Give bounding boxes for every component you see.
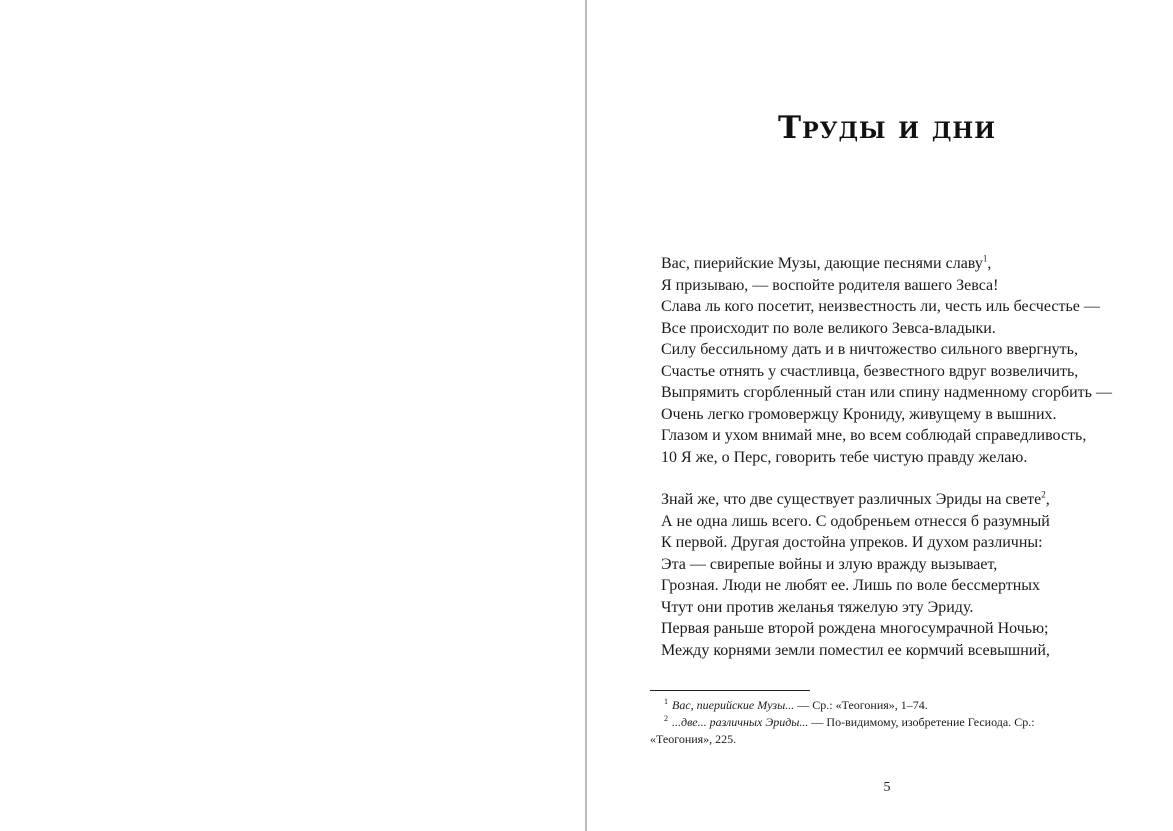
verse-line: Силу бессильному дать и в ничтожество сильного ввергнуть, <box>661 341 1078 358</box>
footnote-marker[interactable]: 1 <box>982 253 988 264</box>
verse-line: 10 Я же, о Перс, говорить тебе чистую правду желаю. <box>661 448 1028 466</box>
line-number: 10 <box>661 448 677 466</box>
verse-line: Вас, пиерийские Музы, дающие песнями славу$^1$, <box>661 253 992 272</box>
chapter-title: Труды и дни <box>778 110 996 146</box>
right-page <box>587 0 1173 831</box>
verse-line: Эта — свирепые войны и злую вражду вызывает, <box>661 555 998 573</box>
left-blank-page <box>0 0 585 831</box>
footnote-reference: Вас, пиерийские Музы... <box>672 698 795 712</box>
verse-line: Глазом и ухом внимай мне, во всем соблюдай справедливость, <box>661 427 1087 444</box>
stanza-2 <box>661 489 1161 661</box>
verse-line: А не одна лишь всего. С одобреньем отнесся б разумный <box>661 512 1050 530</box>
footnote-2 <box>650 714 1090 748</box>
footnotes <box>650 697 1090 748</box>
footnote-reference: ...две... различных Эриды... <box>672 715 809 729</box>
verse-line: Очень легко громовержцу Крониду, живущему в вышних. <box>661 405 1057 423</box>
verse-line: К первой. Другая достойна упреков. И духом различны: <box>661 534 1043 551</box>
footnote-text: — По-видимому, изобретение Гесиода. Ср.: «Теогония», 225. <box>650 715 1035 746</box>
verse-line: Я призываю, — воспойте родителя вашего Зевса! <box>661 276 999 294</box>
page-number: 5 <box>883 780 891 795</box>
verse-line: Между корнями земли поместил ее кормчий всевышний, <box>661 641 1050 659</box>
verse-line: Знай же, что две существует различных Эриды на свете$^2$, <box>661 489 1050 508</box>
footnote-text: — Ср.: «Теогония», 1–74. <box>794 698 928 712</box>
verse-line: Счастье отнять у счастливца, безвестного вдруг возвеличить, <box>661 362 1079 380</box>
verse-line: Слава ль кого посетит, неизвестность ли, честь иль бесчестье — <box>661 298 1100 315</box>
stanza-1 <box>661 253 1161 468</box>
footnote-marker[interactable]: 2 <box>1041 489 1046 500</box>
verse-line: Чтут они против желанья тяжелую эту Эриду. <box>661 598 974 616</box>
verse-line: Первая раньше второй рождена многосумрачной Ночью; <box>661 620 1049 637</box>
verse-line: Грозная. Люди не любят ее. Лишь по воле бессмертных <box>661 577 1041 594</box>
verse-line: Выпрямить сгорбленный стан или спину надменному сгорбить — <box>661 384 1112 401</box>
footnote-number: 1 <box>664 697 668 706</box>
footnote-divider <box>650 690 810 691</box>
footnote-1 <box>650 697 1090 714</box>
footnote-number: 2 <box>664 714 668 723</box>
verse-line: Все происходит по воле великого Зевса-владыки. <box>661 319 996 337</box>
